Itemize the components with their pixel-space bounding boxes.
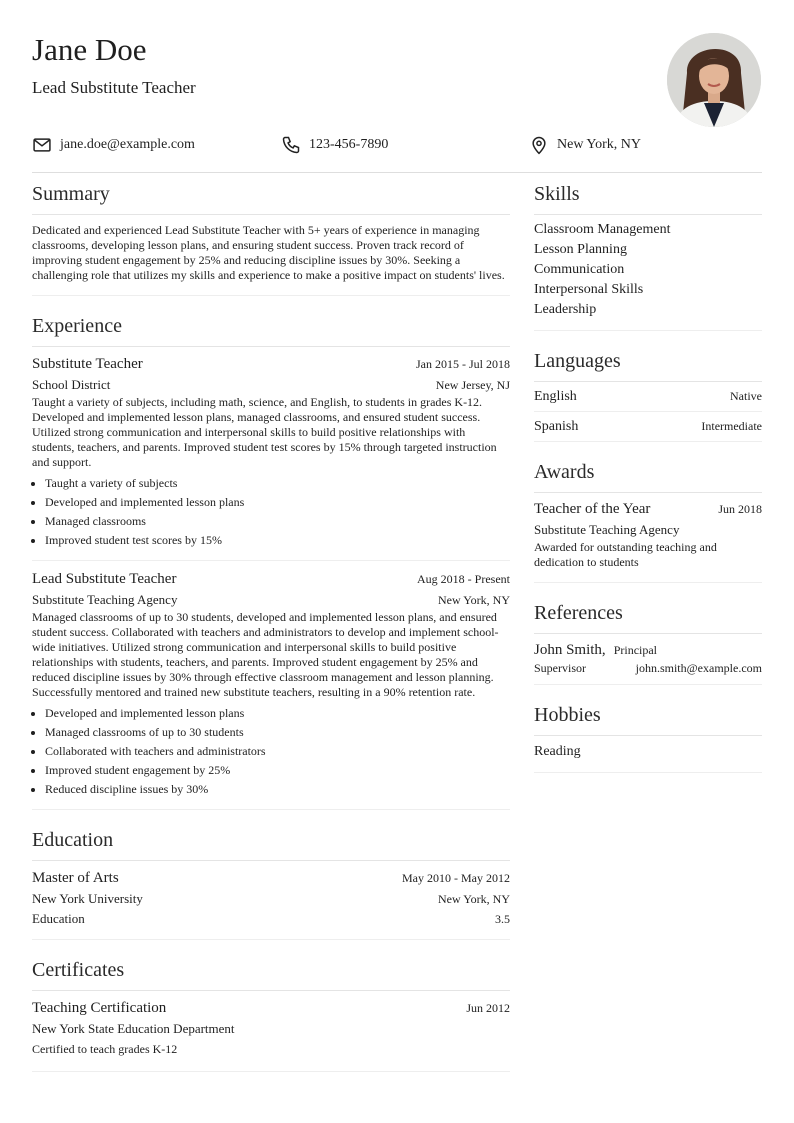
language-name: Spanish: [534, 418, 579, 434]
skills-list: [534, 215, 762, 320]
job-description: Managed classrooms of up to 30 students, developed and implemented lesson plans, and ensured student success. Collaborated with teachers and administrators to develop and implement school-wide initiatives. Utilized strong communication and interpersonal skills to build positive relationships with students, teachers, and parents. Improved student engagement by 25% and reduced discipline issues by 30% through effective classroom management and lesson planning. Successfully mentored and trained new substitute teachers, resulting in a 90% retention rate.: [32, 610, 499, 699]
school: New York University: [32, 891, 143, 906]
list-item: • Collaborated with teachers and administrators: [45, 742, 510, 761]
candidate-name: Jane Doe: [32, 32, 147, 67]
job-dates: Jan 2015 - Jul 2018: [416, 357, 510, 371]
list-item: • Taught a variety of subjects: [45, 474, 510, 493]
location-text: New York, NY: [557, 137, 642, 152]
summary-section: [32, 173, 510, 296]
award-description: Awarded for outstanding teaching and dedication to students: [534, 540, 717, 569]
right-column: [534, 173, 762, 773]
job-title: Lead Substitute Teacher: [32, 571, 177, 587]
summary-text: Dedicated and experienced Lead Substitute Teacher with 5+ years of experience in managing classrooms, developing lesson plans, and ensuring student success. Proven track record of improving student engagement by 25% and reducing discipline issues by 30%. Seeking a challenging role that utilizes my skills and experience to make a positive impact on students' lives.: [32, 223, 505, 282]
list-item: • Improved student engagement by 25%: [45, 761, 510, 780]
list-item: • Developed and implemented lesson plans: [45, 493, 510, 512]
skills-section: [534, 173, 762, 331]
job-dates: Aug 2018 - Present: [417, 572, 510, 586]
email-text: jane.doe@example.com: [60, 137, 195, 152]
list-item: • Reduced discipline issues by 30%: [45, 780, 510, 799]
phone-icon: [281, 135, 301, 155]
list-item: • Improved student test scores by 15%: [45, 531, 510, 550]
experience-section: [32, 296, 510, 810]
phone-text: 123-456-7890: [309, 137, 389, 152]
section-heading: Skills: [534, 173, 762, 215]
job-location: New Jersey, NJ: [435, 378, 510, 392]
section-heading: Education: [32, 810, 510, 861]
contact-location: [529, 135, 641, 155]
list-item: [534, 412, 762, 441]
language-level: Native: [730, 389, 762, 403]
section-heading: Hobbies: [534, 685, 762, 736]
certificates-section: [32, 940, 510, 1072]
reference-email[interactable]: john.smith@example.com: [635, 661, 762, 675]
section-heading: Summary: [32, 173, 510, 215]
languages-section: [534, 331, 762, 442]
reference-name: John Smith,: [534, 642, 606, 658]
list-item: Lesson Planning: [534, 242, 627, 257]
education-dates: May 2010 - May 2012: [402, 871, 510, 885]
experience-item: [32, 561, 510, 799]
contact-phone[interactable]: [281, 135, 388, 155]
awards-section: [534, 442, 762, 583]
experience-item: [32, 347, 510, 550]
contact-bar: [32, 135, 762, 157]
list-item: Leadership: [534, 302, 597, 317]
certificate-name: Teaching Certification: [32, 1000, 167, 1016]
list-item: Communication: [534, 262, 625, 277]
list-item: [534, 382, 762, 412]
school-location: New York, NY: [437, 892, 510, 906]
list-item: • Managed classrooms of up to 30 students: [45, 723, 510, 742]
contact-email[interactable]: [32, 135, 195, 155]
award-issuer: Substitute Teaching Agency: [534, 522, 680, 537]
hobbies-section: [534, 685, 762, 773]
language-level: Intermediate: [701, 419, 762, 433]
profile-photo: [667, 33, 761, 127]
section-heading: Experience: [32, 296, 510, 347]
job-description: Taught a variety of subjects, including math, science, and English, to students in grades K-12. Developed and implemented lesson plans, managed classrooms, and ensured student success. Utilized strong communication and interpersonal skills to build positive relationships with students, teachers, and parents. Improved student test scores by 15% through targeted instruction and support.: [32, 395, 497, 469]
list-item: • Developed and implemented lesson plans: [45, 704, 510, 723]
job-title: Substitute Teacher: [32, 356, 143, 372]
language-name: English: [534, 388, 577, 404]
job-org: School District: [32, 377, 111, 392]
candidate-title: Lead Substitute Teacher: [32, 78, 196, 97]
job-location: New York, NY: [437, 593, 510, 607]
job-org: Substitute Teaching Agency: [32, 592, 178, 607]
left-column: [32, 173, 510, 1072]
education-section: [32, 810, 510, 940]
job-bullets: [32, 704, 510, 799]
certificate-description: Certified to teach grades K-12: [32, 1042, 178, 1056]
references-section: [534, 583, 762, 685]
field-of-study: Education: [32, 911, 85, 926]
section-heading: Awards: [534, 442, 762, 493]
section-heading: Certificates: [32, 940, 510, 991]
list-item: • Managed classrooms: [45, 512, 510, 531]
certificate-date: Jun 2012: [466, 1001, 510, 1015]
gpa: 3.5: [495, 912, 510, 926]
mail-icon: [32, 135, 52, 155]
reference-role: Supervisor: [534, 661, 586, 675]
award-date: Jun 2018: [718, 502, 762, 516]
section-heading: References: [534, 583, 762, 634]
job-bullets: [32, 474, 510, 550]
certificate-issuer: New York State Education Department: [32, 1021, 235, 1036]
degree: Master of Arts: [32, 870, 119, 886]
award-title: Teacher of the Year: [534, 501, 651, 517]
reference-position: Principal: [613, 643, 658, 657]
list-item: Reading: [534, 744, 581, 759]
section-heading: Languages: [534, 331, 762, 382]
map-pin-icon: [529, 135, 549, 155]
list-item: Interpersonal Skills: [534, 282, 644, 297]
list-item: Classroom Management: [534, 222, 671, 237]
